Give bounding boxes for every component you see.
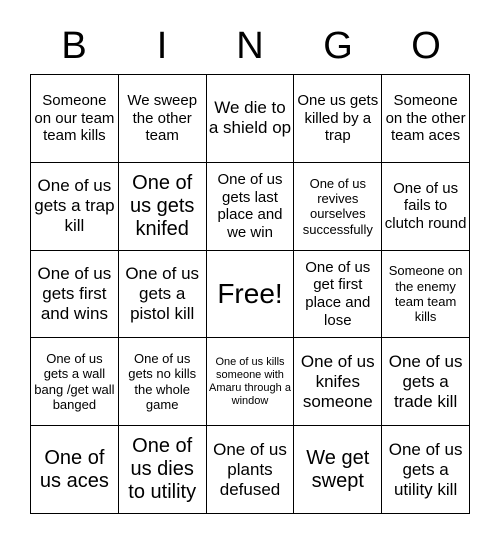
header-letter-b: B: [61, 25, 87, 67]
bingo-cell[interactable]: One of us knifes someone: [294, 338, 382, 426]
bingo-cell[interactable]: One us gets killed by a trap: [294, 75, 382, 163]
free-space[interactable]: Free!: [207, 251, 295, 339]
bingo-cell[interactable]: We sweep the other team: [119, 75, 207, 163]
bingo-cell[interactable]: One of us gets a utility kill: [382, 426, 470, 514]
bingo-cell[interactable]: One of us gets no kills the whole game: [119, 338, 207, 426]
bingo-cell[interactable]: Someone on the other team aces: [382, 75, 470, 163]
bingo-cell[interactable]: Someone on our team team kills: [31, 75, 119, 163]
bingo-cell[interactable]: Someone on the enemy team team kills: [382, 251, 470, 339]
bingo-cell[interactable]: One of us gets last place and we win: [207, 163, 295, 251]
bingo-cell[interactable]: One of us get first place and lose: [294, 251, 382, 339]
header-letter-o: O: [411, 25, 441, 67]
bingo-cell[interactable]: We get swept: [294, 426, 382, 514]
bingo-cell[interactable]: One of us gets a pistol kill: [119, 251, 207, 339]
header-letter-n: N: [236, 25, 264, 67]
bingo-cell[interactable]: One of us gets knifed: [119, 163, 207, 251]
bingo-cell[interactable]: One of us dies to utility: [119, 426, 207, 514]
bingo-cell[interactable]: One of us plants defused: [207, 426, 295, 514]
bingo-cell[interactable]: One of us gets a trap kill: [31, 163, 119, 251]
bingo-cell[interactable]: One of us gets a trade kill: [382, 338, 470, 426]
bingo-cell[interactable]: One of us fails to clutch round: [382, 163, 470, 251]
bingo-header: [30, 20, 470, 72]
bingo-cell[interactable]: One of us revives ourselves successfully: [294, 163, 382, 251]
bingo-cell[interactable]: One of us gets a wall bang /get wall banged: [31, 338, 119, 426]
header-letter-i: I: [156, 25, 168, 67]
header-letter-g: G: [323, 25, 353, 67]
bingo-cell[interactable]: One of us gets first and wins: [31, 251, 119, 339]
bingo-cell[interactable]: One of us kills someone with Amaru through a window: [207, 338, 295, 426]
bingo-board: [30, 74, 470, 514]
bingo-cell[interactable]: One of us aces: [31, 426, 119, 514]
bingo-cell[interactable]: We die to a shield op: [207, 75, 295, 163]
